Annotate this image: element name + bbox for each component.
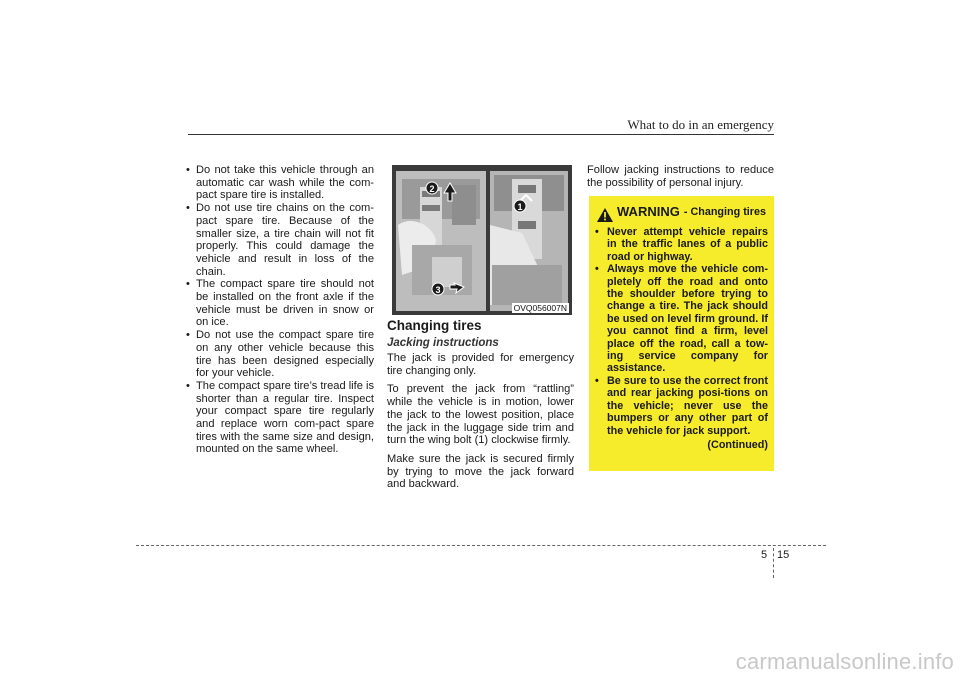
callout-1-label: 1 bbox=[517, 202, 523, 212]
section-title: What to do in an emergency bbox=[627, 117, 774, 132]
column-left bbox=[186, 164, 374, 456]
column-right bbox=[587, 164, 774, 195]
warning-header bbox=[595, 204, 768, 222]
callout-1 bbox=[514, 200, 526, 212]
warning-subtitle: - Changing tires bbox=[683, 206, 767, 218]
jack-illustration bbox=[392, 165, 572, 315]
footer-rule bbox=[136, 545, 826, 546]
page-number-divider bbox=[773, 548, 774, 578]
callout-2-label: 2 bbox=[429, 184, 435, 194]
intro-paragraph: Follow jacking instructions to reduce the possibility of personal injury. bbox=[587, 164, 774, 189]
callout-3 bbox=[432, 283, 444, 295]
list-item: • Do not use tire chains on the com-pact spare tire. Because of the smaller size, a tire chain will not fit properly. This could damage the vehicle and result in loss of the chain. bbox=[186, 202, 374, 278]
subheading-jacking-instructions: Jacking instructions bbox=[387, 337, 499, 349]
callout-3-label: 3 bbox=[435, 285, 441, 295]
paragraph: To prevent the jack from “rattling” while the vehicle is in motion, lower the jack to the lowest position, place the jack in the luggage side trim and turn the wing bolt (1) clockwise firmly. bbox=[387, 383, 574, 447]
column-middle bbox=[387, 318, 574, 497]
continued-label: (Continued) bbox=[707, 438, 768, 451]
paragraph: Make sure the jack is secured firmly by trying to move the jack forward and backward. bbox=[387, 452, 574, 491]
figure-code: OVQ056007N bbox=[513, 303, 567, 313]
warning-title: WARNING bbox=[617, 204, 680, 219]
warning-box bbox=[589, 196, 774, 471]
list-item: • Be sure to use the correct front and rear jacking posi-tions on the vehicle; never use the bumpers or any other part of the vehicle for jack support. bbox=[595, 375, 768, 437]
list-item: • Never attempt vehicle repairs in the traffic lanes of a public road or highway. bbox=[595, 226, 768, 263]
list-item: • Do not use the compact spare tire on any other vehicle because this tire has been designed especially for your vehicle. bbox=[186, 329, 374, 380]
warning-triangle-icon bbox=[597, 208, 613, 222]
jack-stowage-photo bbox=[392, 165, 572, 315]
page-number: 15 bbox=[777, 549, 790, 561]
warning-list bbox=[595, 226, 768, 437]
list-item: • The compact spare tire should not be installed on the front axle if the vehicle must be driven in snow or on ice. bbox=[186, 278, 374, 329]
list-item: • The compact spare tire’s tread life is shorter than a regular tire. Inspect your compact spare tire regularly and replace worn com-pact spare tires with the same size and design, mounted on the same wheel. bbox=[186, 380, 374, 456]
heading-changing-tires: Changing tires bbox=[387, 318, 482, 333]
callout-2 bbox=[426, 182, 438, 194]
watermark: carmanualsonline.info bbox=[735, 649, 954, 674]
paragraph: The jack is provided for emergency tire changing only. bbox=[387, 352, 574, 377]
spare-tire-cautions bbox=[186, 164, 374, 456]
list-item: • Do not take this vehicle through an automatic car wash while the com-pact spare tire is installed. bbox=[186, 164, 374, 202]
list-item: • Always move the vehicle com-pletely off the road and onto the shoulder before trying to change a tire. The jack should be used on level firm ground. If you cannot find a firm, level place off the road, call a tow-ing service company for assistance. bbox=[595, 263, 768, 375]
header-rule bbox=[188, 134, 774, 135]
section-number: 5 bbox=[761, 549, 768, 561]
